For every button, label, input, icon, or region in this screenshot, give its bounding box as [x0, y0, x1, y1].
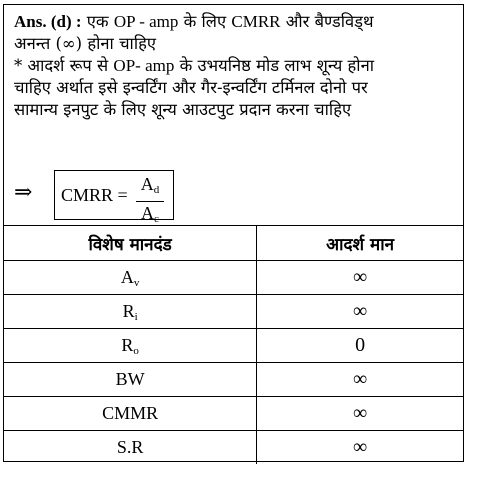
table-row	[4, 397, 463, 431]
explanation-text: * आदर्श रूप से	[14, 56, 114, 75]
cmrr-formula-box	[54, 170, 174, 225]
parameter-cell: BW	[4, 363, 257, 397]
formula-row	[12, 170, 452, 225]
explanation-line-5: सामान्य इनपुट के लिए शून्य आउटपुट प्रदान करना चाहिए	[14, 100, 352, 119]
answer-label: Ans. (d) :	[14, 12, 82, 31]
parameter-cell: $R_o$	[4, 329, 257, 363]
cmrr-term: CMRR	[231, 12, 281, 31]
explanation-line-2: अनन्त (∞) होना चाहिए	[14, 34, 156, 53]
parameter-cell: $A_v$	[4, 261, 257, 295]
formula-lhs: CMRR =	[61, 185, 128, 205]
ideal-value-cell: ∞	[257, 397, 463, 431]
ideal-value-cell: ∞	[257, 363, 463, 397]
explanation-line-3	[14, 55, 455, 77]
answer-box	[3, 4, 464, 462]
table-row	[4, 431, 463, 465]
column-header-parameter: विशेष मानदंड	[4, 226, 257, 261]
table-row	[4, 329, 463, 363]
parameter-cell: $R_i$	[4, 295, 257, 329]
formula-fraction	[136, 173, 164, 230]
parameter-cell: CMMR	[4, 397, 257, 431]
op-amp-term: OP - amp	[113, 12, 179, 31]
table-row	[4, 363, 463, 397]
ideal-value-cell: ∞	[257, 261, 463, 295]
ideal-value-cell: ∞	[257, 295, 463, 329]
explanation-text: के उभयनिष्ठ मोड लाभ शून्य होना	[174, 56, 374, 75]
explanation-line-4: चाहिए अर्थात इसे इन्वर्टिंग और गैर-इन्वर्टिंग टर्मिनल दोनो पर	[14, 78, 368, 97]
explanation-text: के लिए	[178, 12, 232, 31]
table-header-row	[4, 226, 463, 261]
parameter-cell: S.R	[4, 431, 257, 465]
explanation-text: और बैण्डविड्थ	[280, 12, 374, 31]
ideal-values-table	[4, 226, 463, 464]
op-amp-term: OP- amp	[113, 56, 175, 75]
table-row	[4, 261, 463, 295]
column-header-ideal-value: आदर्श मान	[257, 226, 463, 261]
fraction-numerator: $A_d$	[136, 173, 164, 202]
explanation-text: एक	[81, 12, 114, 31]
explanation-line-1	[14, 11, 455, 33]
implies-arrow-icon: ⇒	[14, 180, 33, 205]
ideal-value-cell: 0	[257, 329, 463, 363]
table-row	[4, 295, 463, 329]
explanation-section	[4, 5, 463, 226]
ideal-value-cell: ∞	[257, 431, 463, 465]
fraction-denominator: $A_c$	[141, 203, 159, 225]
